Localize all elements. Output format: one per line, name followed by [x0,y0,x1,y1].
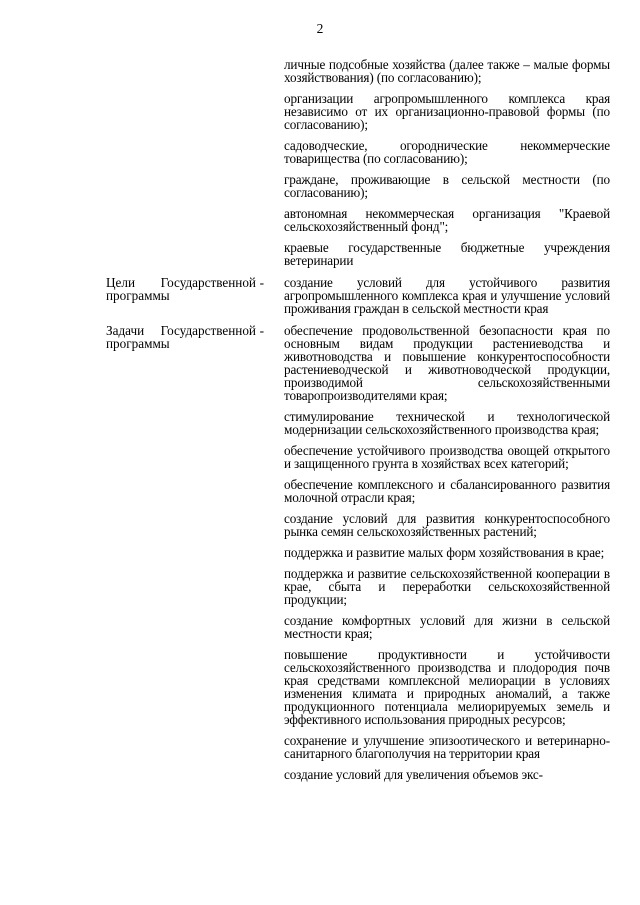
participant-item: граждане, проживающие в сельской местности (по согласованию); [284,172,610,200]
participant-item: личные подсобные хозяйства (далее также – малые формы хозяйствования) (по согласованию); [284,57,610,85]
task-item: повышение продуктивности и устойчивости сельскохозяйственного производства и плодородия почв края средствами комплексной мелиорации в условиях изменения климата и природных аномалий, а также продукционного потенциала мелиорируемых земель и эффективного использования природных ресурсов; [284,647,610,727]
task-item: поддержка и развитие сельскохозяйственной кооперации в крае, сбыта и переработки сельскохозяйственной продукции; [284,566,610,607]
task-item: создание комфортных условий для жизни в сельской местности края; [284,613,610,641]
goals-items [284,276,610,323]
participant-item: садоводческие, огороднические некоммерческие товарищества (по согласованию); [284,138,610,166]
participant-item: краевые государственные бюджетные учреждения ветеринарии [284,240,610,268]
task-item: стимулирование технической и технологической модернизации сельскохозяйственного производства края; [284,409,610,437]
goals-dash: - [259,275,264,290]
participants-items [284,58,610,275]
tasks-section [106,324,610,789]
task-item: сохранение и улучшение эпизоотического и ветеринарно-санитарного благополучия на территории края [284,733,610,761]
task-item: обеспечение комплексного и сбалансированного развития молочной отрасли края; [284,477,610,505]
participant-item: автономная некоммерческая организация "Краевой сельскохозяйственный фонд"; [284,206,610,234]
participant-item: организации агропромышленного комплекса края независимо от их организационно-правовой формы (по согласованию); [284,91,610,132]
task-item: обеспечение устойчивого производства овощей открытого и защищенного грунта в хозяйствах всех категорий; [284,443,610,471]
task-item: создание условий для развития конкурентоспособного рынка семян сельскохозяйственных растений; [284,511,610,539]
goals-label: Цели Государственной программы [106,275,256,303]
tasks-dash: - [259,323,264,338]
task-item: создание условий для увеличения объемов экс- [284,767,543,782]
tasks-label: Задачи Государственной программы [106,323,256,351]
goals-label-cell [106,276,264,302]
goals-section [106,276,610,323]
tasks-label-cell [106,324,264,350]
participants-section [106,58,610,275]
tasks-items [284,324,610,789]
task-item: поддержка и развитие малых форм хозяйствования в крае; [284,545,605,560]
program-passport-table [106,58,610,789]
goal-item: создание условий для устойчивого развития агропромышленного комплекса края и улучшение условий проживания граждан в сельской местности края [284,275,610,316]
task-item: обеспечение продовольственной безопасности края по основным видам продукции растениеводства и животноводства и повышение конкурентоспособности растениеводческой и животноводческой продукции, производимой сельскохозяйственными товаропроизводителями края; [284,323,610,403]
page-number: 2 [316,21,324,36]
